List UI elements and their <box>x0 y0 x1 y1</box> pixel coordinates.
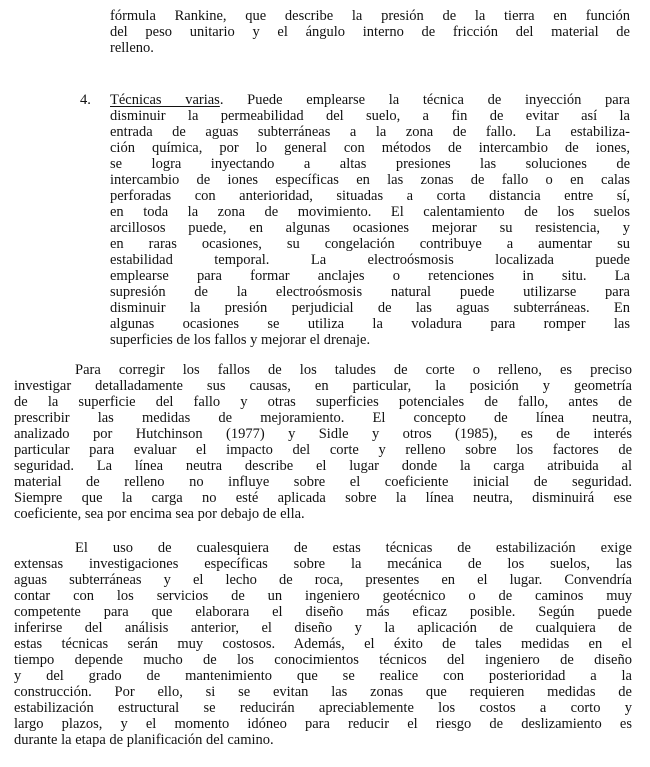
text-line: competente para que elaborara el diseño más eficaz posible. Según puede <box>14 604 632 620</box>
text-line: estabilización estructural se reducirán apreciablemente los costos a corto y <box>14 700 632 716</box>
text-line: del peso unitario y el ángulo interno de fricción del material de <box>110 24 630 40</box>
continuation-paragraph <box>110 8 630 56</box>
text-line: algunas ocasiones se utiliza la voladura para romper las <box>110 316 630 332</box>
list-item-body <box>110 108 630 348</box>
text-line: aguas subterráneas y el lecho de roca, presentes en el lugar. Convendría <box>14 572 632 588</box>
text-line: tiempo depende mucho de los conocimientos técnicos del ingeniero de diseño <box>14 652 632 668</box>
text-line: y del grado de mantenimiento que se realice con posterioridad a la <box>14 668 632 684</box>
text-line: seguridad. La línea neutra describe el lugar donde la carga atribuida al <box>14 458 632 474</box>
list-item-number: 4. <box>80 92 91 108</box>
paragraph-stabilization-costs <box>14 540 632 748</box>
list-item-first-line-text: . Puede emplearse la técnica de inyección para <box>219 92 630 108</box>
text-line: disminuir la presión perjudicial de las aguas subterráneas. En <box>110 300 630 316</box>
text-line: prescribir las medidas de mejoramiento. El concepto de línea neutra, <box>14 410 632 426</box>
text-line: superficies de los fallos y mejorar el drenaje. <box>110 332 371 348</box>
text-line: Siempre que la carga no esté aplicada sobre la línea neutra, disminuirá ese <box>14 490 632 506</box>
text-line: perforadas con anterioridad, situadas a corta distancia entre sí, <box>110 188 630 204</box>
text-line: ción química, por lo general con métodos de intercambio de iones, <box>110 140 630 156</box>
text-line: arcillosos puede, en algunas ocasiones mejorar su resistencia, y <box>110 220 630 236</box>
text-line: material de relleno no influye sobre el coeficiente inicial de seguridad. <box>14 474 632 490</box>
text-line: El uso de cualesquiera de estas técnicas de estabilización exige <box>75 540 632 556</box>
text-line: supresión de la electroósmosis natural puede utilizarse para <box>110 284 630 300</box>
text-line: emplearse para formar anclajes o retenciones in situ. La <box>110 268 630 284</box>
list-item-heading: Técnicas varias <box>110 92 220 108</box>
text-line: particular para evaluar el impacto del corte y relleno sobre los factores de <box>14 442 632 458</box>
text-line: largo plazos, y el momento idóneo para reducir el riesgo de deslizamiento es <box>14 716 632 732</box>
text-line: extensas investigaciones específicas sobre la mecánica de los suelos, las <box>14 556 632 572</box>
text-line: estas técnicas serán muy costosos. Además, el éxito de tales medidas en el <box>14 636 632 652</box>
text-line: entrada de aguas subterráneas a la zona de fallo. La estabiliza- <box>110 124 630 140</box>
text-line: intercambio de iones específicas en las zonas de fallo o en calas <box>110 172 630 188</box>
paragraph-neutral-line <box>14 362 632 522</box>
text-line: coeficiente, sea por encima sea por debajo de ella. <box>14 506 305 522</box>
text-line: analizado por Hutchinson (1977) y Sidle y otros (1985), es de interés <box>14 426 632 442</box>
text-line: fórmula Rankine, que describe la presión de la tierra en función <box>110 8 630 24</box>
text-line: en raras ocasiones, su congelación contribuye a aumentar su <box>110 236 630 252</box>
text-line: investigar detalladamente sus causas, en particular, la posición y geometría <box>14 378 632 394</box>
text-line: en toda la zona de movimiento. El calentamiento de los suelos <box>110 204 630 220</box>
text-line: relleno. <box>110 40 154 56</box>
list-item-tecnicas-varias <box>110 92 630 348</box>
list-item-first-line <box>110 92 630 108</box>
text-line: se logra inyectando a altas presiones las soluciones de <box>110 156 630 172</box>
text-line: Para corregir los fallos de los taludes de corte o relleno, es preciso <box>75 362 632 378</box>
text-line: contar con los servicios de un ingeniero geotécnico o de caminos muy <box>14 588 632 604</box>
text-line: de la superficie del fallo y otras superficies potenciales de fallo, antes de <box>14 394 632 410</box>
text-line: disminuir la permeabilidad del suelo, a fin de evitar así la <box>110 108 630 124</box>
text-line: inferirse del análisis anterior, el diseño y la aplicación de cualquiera de <box>14 620 632 636</box>
text-line: estabilidad temporal. La electroósmosis localizada puede <box>110 252 630 268</box>
text-line: construcción. Por ello, si se evitan las zonas que requieren medidas de <box>14 684 632 700</box>
text-line: durante la etapa de planificación del camino. <box>14 732 274 748</box>
